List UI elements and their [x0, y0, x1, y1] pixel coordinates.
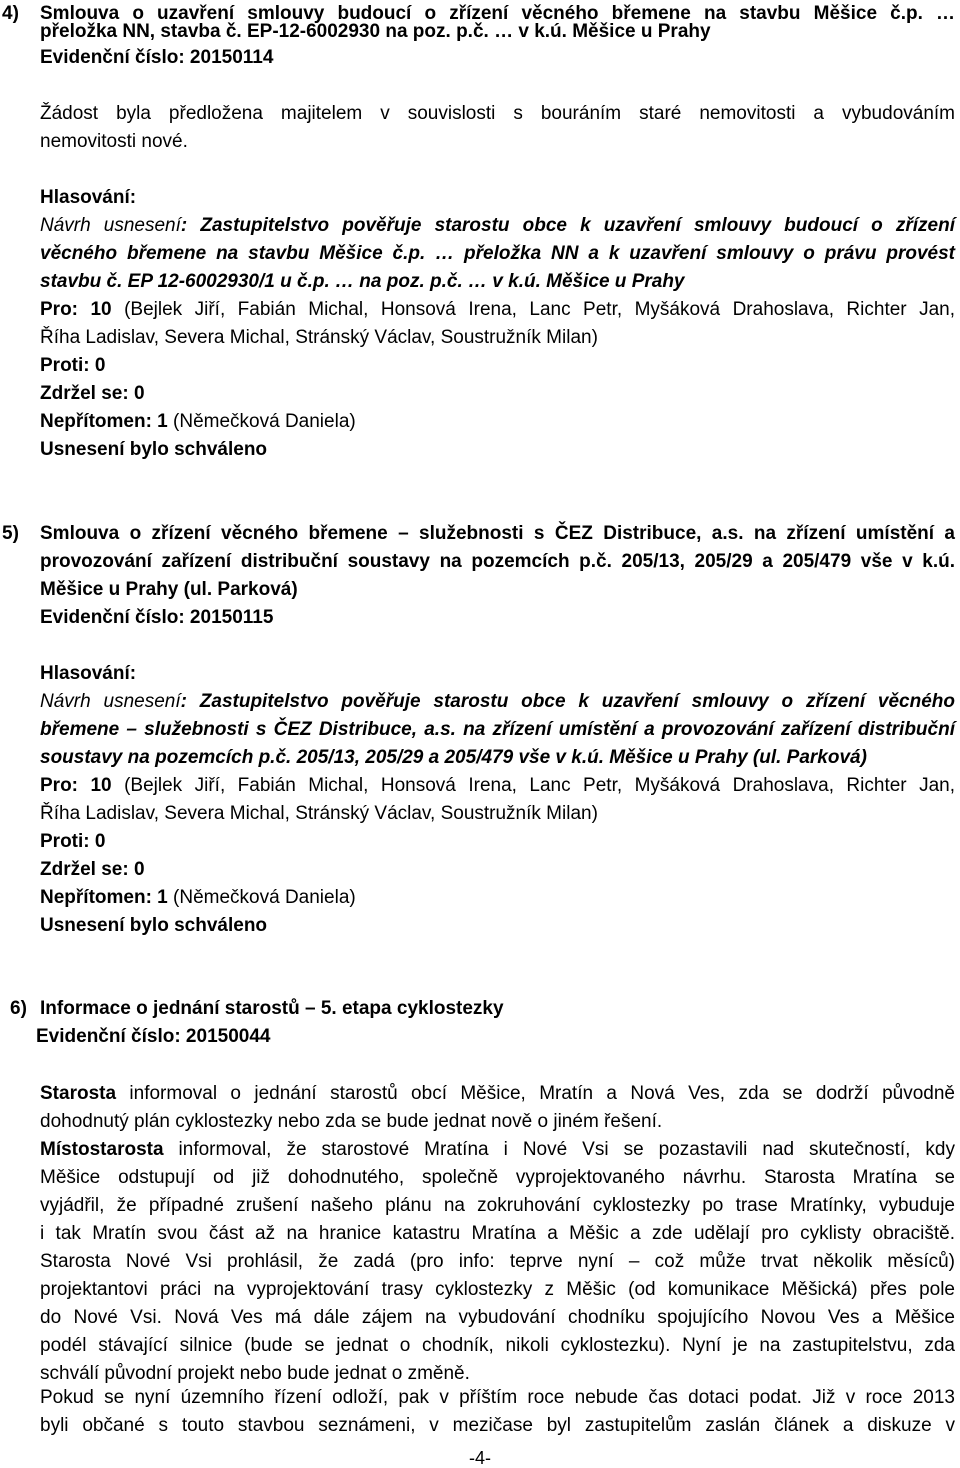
nepritomen-label: Nepřítomen: 1: [40, 887, 168, 908]
pro-names: (Bejlek Jiří, Fabián Michal, Honsová Irena, Lanc Petr, Myšáková Drahoslava, Richter Jan,: [111, 299, 955, 320]
section-6-p3-line1: Pokud se nyní územního řízení odloží, pak v příštím roce nebude čas dotaci podat. Již v roce 2013: [40, 1387, 955, 1408]
nepritomen-label: Nepřítomen: 1: [40, 411, 168, 432]
section-4-navrh-line1: [40, 212, 955, 240]
section-5-title-line2: provozování zařízení distribuční soustavy na pozemcích p.č. 205/13, 205/29 a 205/479 vše v k.ú.: [40, 551, 955, 572]
navrh-label: Návrh usnesení: [40, 691, 181, 712]
section-4-result: Usnesení bylo schváleno: [40, 439, 268, 460]
section-4-navrh-line2: věcného břemene na stavbu Měšice č.p. … přeložka NN a k uzavření smlouvy o právu provést: [40, 243, 955, 264]
section-6-p2-line9: schválí původní projekt nebo bude jednat o změně.: [40, 1363, 470, 1384]
section-4-pro-line2: Říha Ladislav, Severa Michal, Stránský Václav, Soustružník Milan): [40, 327, 598, 348]
section-4-nepritomen: [40, 408, 955, 436]
section-5-navrh-line2: břemene – služebnosti s ČEZ Distribuce, a.s. na zřízení umístění a provozování zařízení distribuční: [40, 719, 955, 740]
section-6-evid: Evidenční číslo: 20150044: [36, 1026, 271, 1047]
section-5-title-line1: Smlouva o zřízení věcného břemene – služebnosti s ČEZ Distribuce, a.s. na zřízení umístění a: [40, 523, 955, 544]
section-6-p2-line6: projektantovi práci na vyprojektování trasy cyklostezky z Měšic (od komunikace Měšická) přes pole: [40, 1279, 955, 1300]
navrh-label: Návrh usnesení: [40, 215, 181, 236]
section-6-p2-line3: vyjádřil, že případné zrušení našeho plánu na zokruhování cyklostezky po trase Mratínky, vybuduje: [40, 1195, 955, 1216]
section-5-number: 5): [2, 523, 19, 544]
pro-label: Pro: 10: [40, 775, 112, 796]
section-6-p1-line1: [40, 1080, 955, 1108]
section-4-title-line2: přeložka NN, stavba č. EP-12-6002930 na poz. p.č. … v k.ú. Měšice u Prahy: [40, 21, 711, 42]
section-4-evid: Evidenční číslo: 20150114: [40, 47, 274, 68]
section-6-p2-line2: Měšice odstupují od již dohodnutého, společně vyprojektovaného návrhu. Starosta Mratína se: [40, 1167, 955, 1188]
pro-names: (Bejlek Jiří, Fabián Michal, Honsová Irena, Lanc Petr, Myšáková Drahoslava, Richter Jan,: [111, 775, 955, 796]
p2-label: Místostarosta: [40, 1139, 164, 1160]
section-4-zdrzel: Zdržel se: 0: [40, 383, 145, 404]
section-5-pro-line2: Říha Ladislav, Severa Michal, Stránský Václav, Soustružník Milan): [40, 803, 598, 824]
page-number: -4-: [469, 1448, 491, 1468]
section-6-p2-line7: do Nové Vsi. Nová Ves má dále zájem na vybudování chodníku spojujícího Novou Ves a Měšice: [40, 1307, 955, 1328]
p1-label: Starosta: [40, 1083, 117, 1104]
section-5-zdrzel: Zdržel se: 0: [40, 859, 145, 880]
section-4-text-line2: nemovitosti nové.: [40, 131, 188, 152]
section-5-nepritomen: [40, 884, 955, 912]
section-4-number: 4): [2, 3, 19, 24]
section-5-hlasovani: Hlasování:: [40, 663, 137, 684]
section-6-number: 6): [10, 998, 27, 1019]
section-4-title-line1: Smlouva o uzavření smlouvy budoucí o zřízení věcného břemene na stavbu Měšice č.p. …: [40, 3, 955, 24]
section-4-proti: Proti: 0: [40, 355, 106, 376]
section-5-navrh-line3: soustavy na pozemcích p.č. 205/13, 205/29 a 205/479 vše v k.ú. Měšice u Prahy (ul. Parková): [40, 747, 867, 768]
section-6-p2-line4: i tak Mratín svou část až na hranice katastru Mratína a Měšic a zde udělají pro cyklisty obraciště.: [40, 1223, 955, 1244]
section-5-navrh-line1: [40, 688, 955, 716]
section-6-p2-line8: podél stávající silnice (bude se jednat o chodník, nikoli cyklostezku). Nyní je na zastupitelstvu, zda: [40, 1335, 955, 1356]
section-6-p2-line1: [40, 1136, 955, 1164]
section-4-text-line1: Žádost byla předložena majitelem v souvislosti s bouráním staré nemovitosti a vybudováním: [40, 103, 955, 124]
section-5-result: Usnesení bylo schváleno: [40, 915, 268, 936]
section-4-navrh-line3: stavbu č. EP 12-6002930/1 u č.p. … na poz. p.č. … v k.ú. Měšice u Prahy: [40, 271, 685, 292]
nepritomen-name: (Němečková Daniela): [167, 887, 356, 908]
section-5-pro-line1: [40, 772, 955, 800]
section-4-pro-line1: [40, 296, 955, 324]
p1-text: informoval o jednání starostů obcí Měšice, Mratín a Nová Ves, zda se dodrží původně: [116, 1083, 955, 1104]
pro-label: Pro: 10: [40, 299, 112, 320]
navrh-text: : Zastupitelstvo pověřuje starostu obce k uzavření smlouvy o zřízení věcného: [180, 691, 956, 712]
section-5-evid: Evidenční číslo: 20150115: [40, 607, 274, 628]
navrh-text: : Zastupitelstvo pověřuje starostu obce k uzavření smlouvy budoucí o zřízení: [180, 215, 956, 236]
p2-text: informoval, že starostové Mratína i Nové Vsi se pozastavili nad skutečností, kdy: [163, 1139, 955, 1160]
section-4-hlasovani: Hlasování:: [40, 187, 137, 208]
section-6-p2-line5: Starosta Nové Vsi prohlásil, že zadá (pro info: teprve nyní – což může trvat několik měsíců): [40, 1251, 955, 1272]
nepritomen-name: (Němečková Daniela): [167, 411, 356, 432]
section-6-p1-line2: dohodnutý plán cyklostezky nebo zda se bude jednat nově o jiném řešení.: [40, 1111, 663, 1132]
section-5-proti: Proti: 0: [40, 831, 106, 852]
section-6-p3-line2: byli občané s touto stavbou seznámeni, v mezičase byl zastupitelům zaslán článek a diskuze v: [40, 1415, 955, 1436]
section-6-title: Informace o jednání starostů – 5. etapa cyklostezky: [40, 998, 504, 1019]
section-5-title-line3: Měšice u Prahy (ul. Parková): [40, 579, 298, 600]
